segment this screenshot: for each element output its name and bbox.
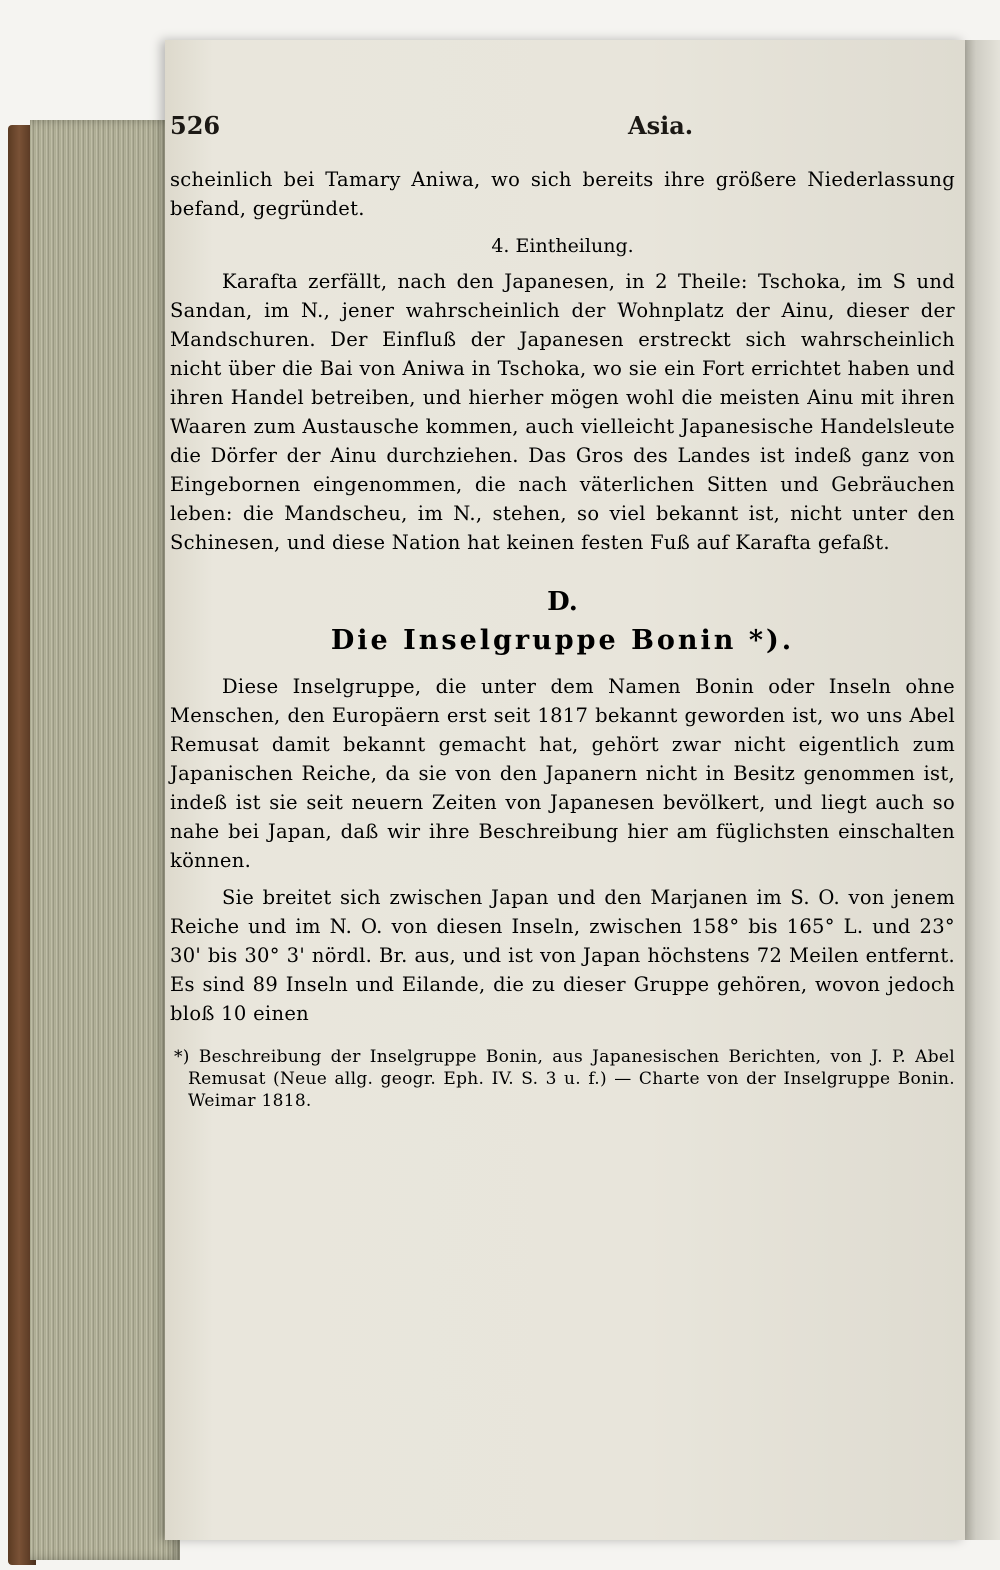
karafta-paragraph: Karafta zerfällt, nach den Japanesen, in 2 Theile: Tschoka, im S und Sandan, im N., jener wahrscheinlich der Wohnplatz der Ainu, dieser der Mandschuren. Der Einfluß der Japanesen erstreckt sich wahrscheinlich nicht über die Bai von Aniwa in Tschoka, wo sie ein Fort errichtet haben und ihren Handel betreiben, und hierher mögen wohl die meisten Ainu mit ihren Waaren zum Austausche kommen, auch vielleicht Japanesische Handelsleute die Dörfer der Ainu durchziehen. Das Gros des Landes ist indeß ganz von Eingebornen eingenommen, die nach väterlichen Sitten und Gebräuchen leben: die Mandscheu, im N., stehen, so viel bekannt ist, nicht unter den Schinesen, und diese Nation hat keinen festen Fuß auf Karafta gefaßt. [170, 270, 955, 554]
page-number: 526 [170, 111, 221, 140]
bonin-location-paragraph: Sie breitet sich zwischen Japan und den Marjanen im S. O. von jenem Reiche und im N. O. von diesen Inseln, zwischen 158° bis 165° L. und 23° 30' bis 30° 3' nördl. Br. aus, und ist von Japan höchstens 72 Meilen entfernt. Es sind 89 Inseln und Eilande, die zu dieser Gruppe gehören, wovon jedoch bloß 10 einen [170, 886, 955, 1025]
letter-heading: D. [547, 587, 578, 617]
running-title: Asia. [628, 111, 694, 140]
footnote: *) Beschreibung der Inselgruppe Bonin, aus Japanesischen Berichten, von J. P. Abel Remusat (Neue allg. geogr. Eph. IV. S. 3 u. f.) — Charte von der Inselgruppe Bonin. Weimar 1818. [174, 1047, 955, 1111]
chapter-title: Die Inselgruppe Bonin *). [330, 625, 795, 656]
text-block [170, 165, 955, 1112]
continuation-paragraph: scheinlich bei Tamary Aniwa, wo sich bereits ihre größere Niederlassung befand, gegründet. [170, 168, 955, 220]
running-head [170, 105, 956, 151]
bonin-intro-paragraph: Diese Inselgruppe, die unter dem Namen Bonin oder Inseln ohne Menschen, den Europäern erst seit 1817 bekannt geworden ist, wo uns Abel Remusat damit bekannt gemacht hat, gehört zwar nicht eigentlich zum Japanischen Reiche, da sie von den Japanern nicht in Besitz genommen ist, indeß ist sie seit neuern Zeiten von Japanesen bevölkert, und liegt auch so nahe bei Japan, daß wir ihre Beschreibung hier am füglichsten einschalten können. [170, 675, 955, 872]
section-heading: 4. Eintheilung. [491, 235, 634, 257]
page-content [170, 105, 956, 151]
page-edges [30, 120, 180, 1560]
facing-page-edge [960, 40, 1000, 1540]
